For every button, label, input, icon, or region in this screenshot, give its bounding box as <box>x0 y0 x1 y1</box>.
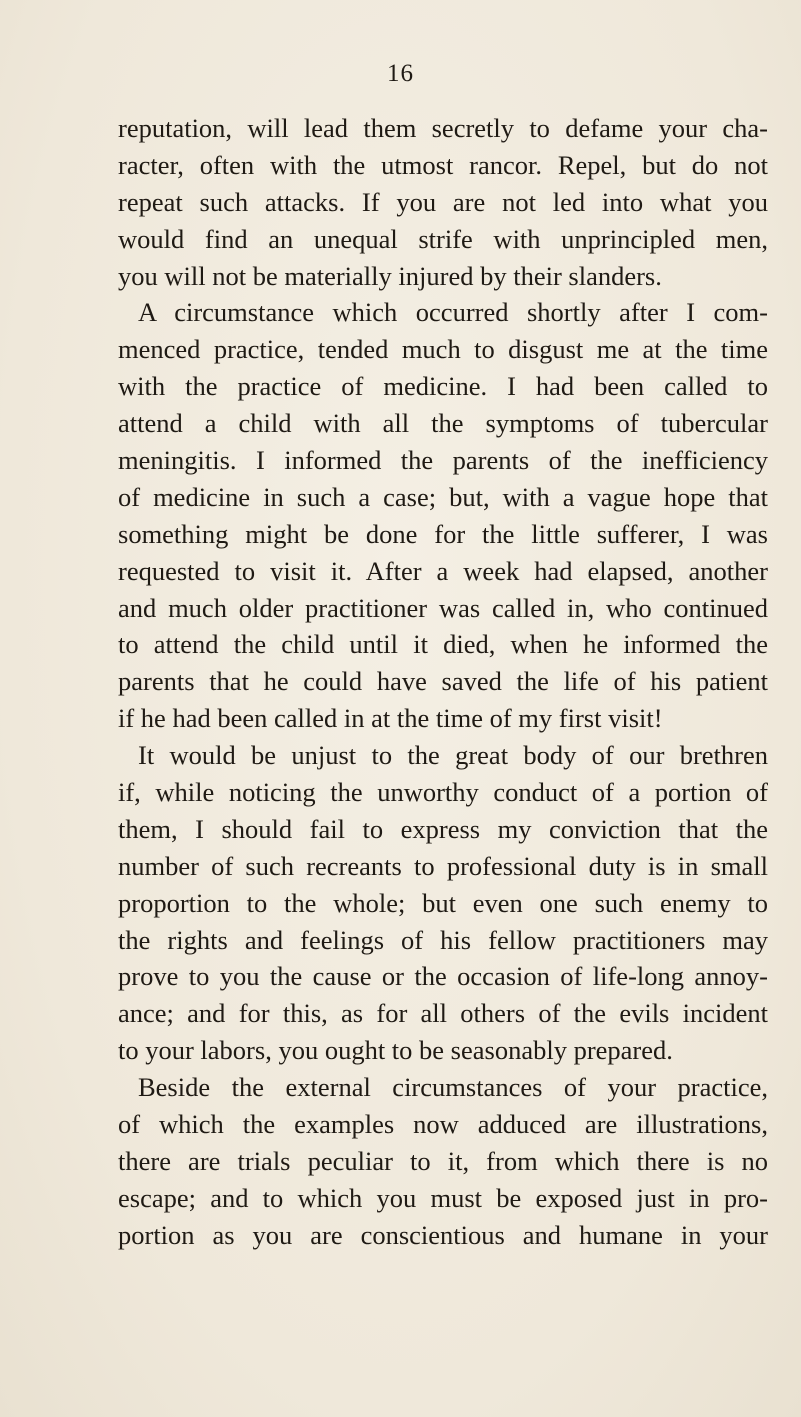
text-line: meningitis. I informed the parents of the inefficiency <box>118 445 768 476</box>
text-line: them, I should fail to express my conviction that the <box>118 813 768 844</box>
text-line: of medicine in such a case; but, with a vague hope that <box>118 481 768 512</box>
text-line: and much older practitioner was called in, who continued <box>118 592 768 623</box>
text-line: number of such recreants to professional duty is in small <box>118 850 768 881</box>
text-line: if, while noticing the unworthy conduct of a portion of <box>118 777 768 808</box>
text-line: escape; and to which you must be exposed just in pro- <box>118 1182 768 1213</box>
text-line: It would be unjust to the great body of our brethren <box>138 740 768 771</box>
text-line: menced practice, tended much to disgust me at the time <box>118 334 768 365</box>
text-line: portion as you are conscientious and humane in your <box>118 1219 768 1250</box>
text-line: with the practice of medicine. I had been called to <box>118 371 768 402</box>
text-line: Beside the external circumstances of your practice, <box>138 1072 768 1103</box>
text-line: the rights and feelings of his fellow practitioners may <box>118 924 768 955</box>
text-line: reputation, will lead them secretly to defame your cha- <box>118 113 768 143</box>
text-line: requested to visit it. After a week had elapsed, another <box>118 555 768 586</box>
text-line: of which the examples now adduced are illustrations, <box>118 1109 768 1140</box>
text-line: if he had been called in at the time of my first visit! <box>118 703 663 734</box>
text-line: proportion to the whole; but even one such enemy to <box>118 887 768 918</box>
text-line: attend a child with all the symptoms of tubercular <box>118 408 768 439</box>
text-line: to your labors, you ought to be seasonably prepared. <box>118 1035 673 1066</box>
text-line: A circumstance which occurred shortly after I com- <box>138 297 768 328</box>
text-line: racter, often with the utmost rancor. Repel, but do not <box>118 149 768 180</box>
body-text <box>118 110 768 1254</box>
text-line: to attend the child until it died, when he informed the <box>118 629 768 660</box>
page-number: 16 <box>387 60 414 87</box>
text-line: there are trials peculiar to it, from which there is no <box>118 1145 768 1176</box>
text-line: prove to you the cause or the occasion of life-long annoy- <box>118 961 768 992</box>
text-line: you will not be materially injured by their slanders. <box>118 260 662 291</box>
text-line: ance; and for this, as for all others of the evils incident <box>118 998 768 1029</box>
text-line: something might be done for the little sufferer, I was <box>118 518 768 549</box>
text-line: parents that he could have saved the life of his patient <box>118 666 768 697</box>
text-line: repeat such attacks. If you are not led into what you <box>118 186 768 217</box>
text-line: would find an unequal strife with unprincipled men, <box>118 223 768 254</box>
